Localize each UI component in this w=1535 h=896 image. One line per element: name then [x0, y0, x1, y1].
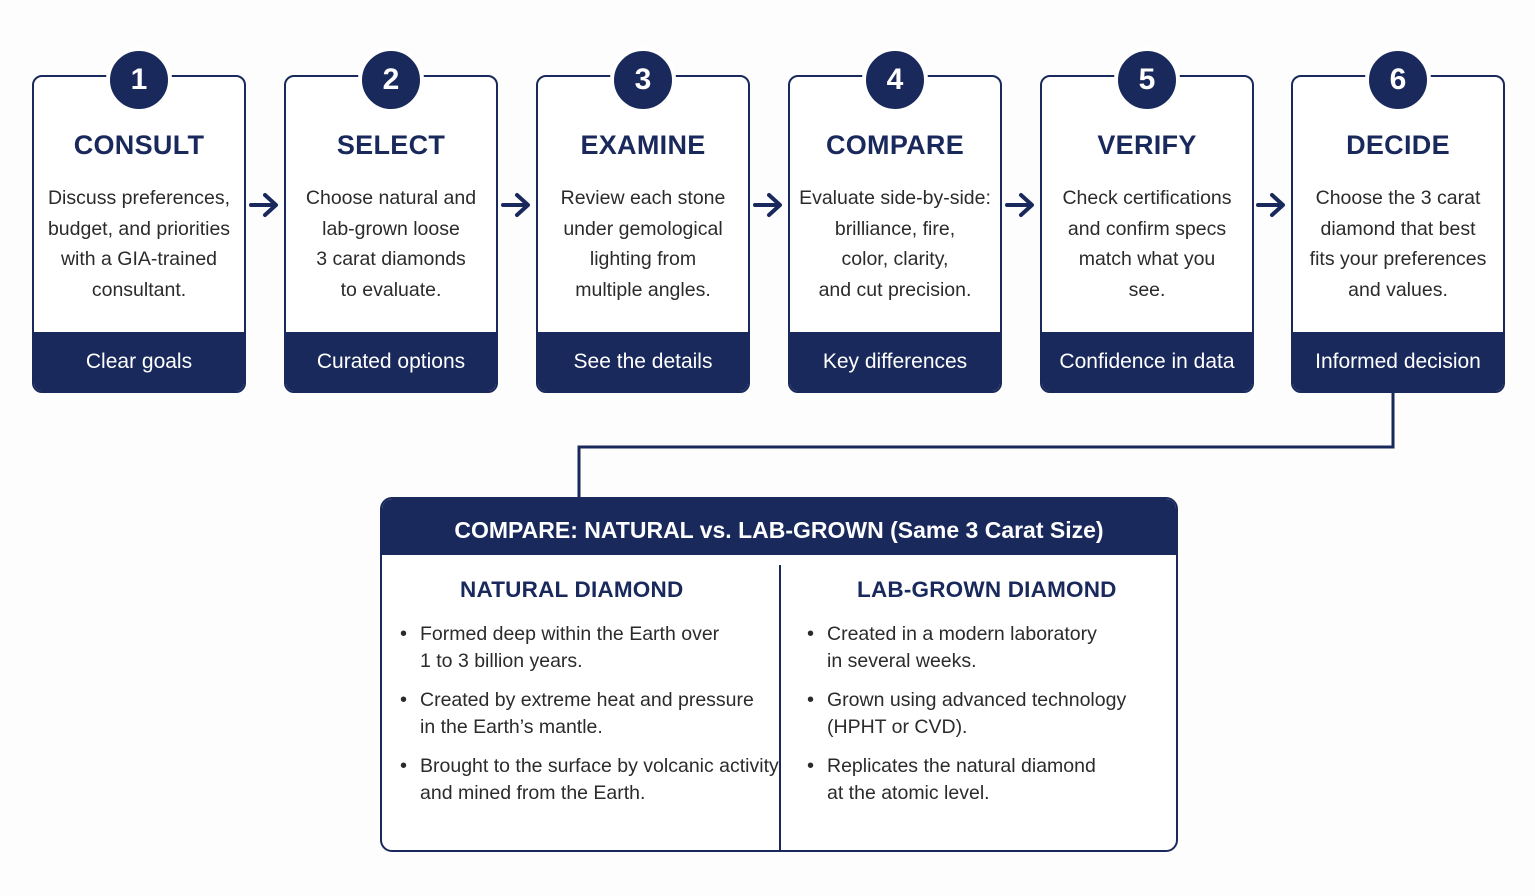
- step-description: [1050, 183, 1244, 305]
- natural-diamond-column: [400, 577, 816, 819]
- step-description-line: match what you: [1078, 248, 1216, 270]
- comparison-header: COMPARE: NATURAL vs. LAB-GROWN (Same 3 Carat Size): [382, 499, 1176, 555]
- bullet-icon: •: [400, 755, 408, 777]
- step-number-badge: 5: [1114, 47, 1180, 113]
- step-title: COMPARE: [825, 130, 965, 160]
- step-card-select: [284, 63, 498, 393]
- column-title: LAB-GROWN DIAMOND: [857, 577, 1117, 602]
- list-item-line: Brought to the surface by volcanic activity: [420, 755, 779, 777]
- step-description-line: to evaluate.: [340, 278, 442, 301]
- step-number-badge: 1: [106, 47, 172, 113]
- step-description-line: Choose natural and: [305, 187, 477, 209]
- lab-grown-diamond-list: [807, 621, 1178, 807]
- bullet-icon: •: [807, 755, 815, 777]
- step-outcome: Key differences: [790, 332, 1000, 391]
- step-outcome: Clear goals: [34, 332, 244, 391]
- list-item: [807, 753, 1178, 807]
- step-outcome: See the details: [538, 332, 748, 391]
- step-description-line: fits your preferences: [1309, 248, 1487, 270]
- arrow-right-icon: [1254, 187, 1290, 223]
- step-description-line: Review each stone: [560, 187, 726, 209]
- bullet-icon: •: [400, 689, 408, 711]
- step-description: [294, 183, 488, 305]
- step-description: [1301, 183, 1495, 305]
- step-title: SELECT: [336, 130, 446, 160]
- step-description: [546, 183, 740, 305]
- list-item: [807, 687, 1178, 741]
- bullet-icon: •: [400, 623, 408, 645]
- step-number-badge: 2: [358, 47, 424, 113]
- step-description-line: budget, and priorities: [47, 217, 231, 240]
- step-description-line: and values.: [1348, 278, 1448, 301]
- list-item-line: 1 to 3 billion years.: [420, 650, 583, 672]
- list-item-line: Replicates the natural diamond: [827, 755, 1096, 777]
- step-number-badge: 3: [610, 47, 676, 113]
- bullet-icon: •: [807, 689, 815, 711]
- step-card-consult: [32, 63, 246, 393]
- step-description-line: Discuss preferences,: [47, 187, 231, 209]
- arrow-right-icon: [751, 187, 787, 223]
- lab-grown-diamond-column: [807, 577, 1178, 819]
- list-item: [807, 621, 1178, 675]
- list-item-line: in the Earth’s mantle.: [420, 716, 603, 738]
- step-title: EXAMINE: [580, 130, 706, 160]
- step-description-line: lighting from: [589, 248, 697, 270]
- arrow-right-icon: [247, 187, 283, 223]
- comparison-panel: [380, 497, 1178, 852]
- step-number-badge: 6: [1365, 47, 1431, 113]
- step-description: [798, 183, 992, 305]
- step-title: CONSULT: [73, 130, 205, 160]
- step-description-line: brilliance, fire,: [834, 217, 956, 240]
- step-description-line: and confirm specs: [1067, 217, 1227, 240]
- list-item: [400, 687, 816, 741]
- step-description-line: lab-grown loose: [322, 217, 460, 240]
- step-description-line: see.: [1128, 278, 1166, 301]
- list-item-line: Created in a modern laboratory: [827, 623, 1097, 645]
- step-card-decide: [1291, 63, 1505, 393]
- step-description-line: diamond that best: [1320, 217, 1476, 240]
- list-item: [400, 753, 816, 807]
- list-item-line: in several weeks.: [827, 650, 977, 672]
- step-outcome: Informed decision: [1293, 332, 1503, 391]
- step-description-line: Evaluate side-by-side:: [799, 187, 991, 209]
- step-card-compare: [788, 63, 1002, 393]
- step-description-line: multiple angles.: [575, 278, 711, 301]
- step-card-verify: [1040, 63, 1254, 393]
- step-description-line: Check certifications: [1062, 187, 1232, 209]
- step-description-line: under gemological: [563, 217, 723, 240]
- list-item-line: (HPHT or CVD).: [827, 716, 968, 738]
- step-description-line: 3 carat diamonds: [316, 248, 466, 270]
- step-description-line: and cut precision.: [818, 278, 972, 301]
- step-description-line: with a GIA-trained: [60, 248, 218, 270]
- list-item: [400, 621, 816, 675]
- step-outcome: Curated options: [286, 332, 496, 391]
- bullet-icon: •: [807, 623, 815, 645]
- list-item-line: at the atomic level.: [827, 782, 990, 804]
- step-description-line: Choose the 3 carat: [1315, 187, 1481, 209]
- arrow-right-icon: [1003, 187, 1039, 223]
- step-description: [42, 183, 236, 305]
- step-description-line: consultant.: [91, 278, 187, 301]
- list-item-line: Created by extreme heat and pressure: [420, 689, 754, 711]
- natural-diamond-list: [400, 621, 816, 807]
- step-title: DECIDE: [1346, 130, 1450, 160]
- step-outcome: Confidence in data: [1042, 332, 1252, 391]
- list-item-line: and mined from the Earth.: [420, 782, 646, 804]
- arrow-right-icon: [499, 187, 535, 223]
- column-title: NATURAL DIAMOND: [460, 577, 684, 602]
- step-card-examine: [536, 63, 750, 393]
- list-item-line: Formed deep within the Earth over: [420, 623, 720, 645]
- step-description-line: color, clarity,: [841, 248, 949, 270]
- step-title: VERIFY: [1097, 130, 1197, 160]
- list-item-line: Grown using advanced technology: [827, 689, 1127, 711]
- step-number-badge: 4: [862, 47, 928, 113]
